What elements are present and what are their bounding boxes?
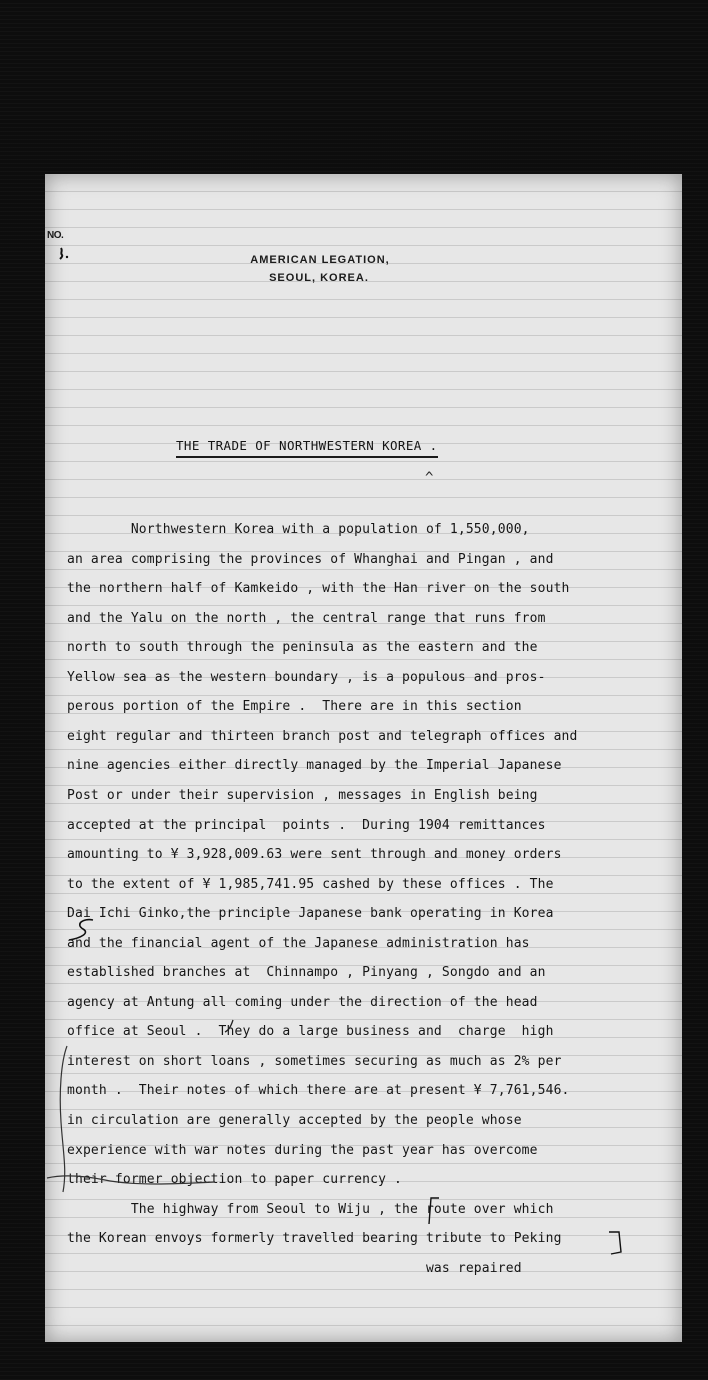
body-line: Post or under their supervision , messages in English being: [67, 787, 538, 803]
letterhead-legation: AMERICAN LEGATION,: [250, 254, 390, 266]
body-line: Dai Ichi Ginko,the principle Japanese bank operating in Korea: [67, 906, 554, 922]
body-line: accepted at the principal points . During 1904 remittances: [67, 817, 546, 833]
body-line: nine agencies either directly managed by the Imperial Japanese: [67, 758, 562, 774]
body-line: north to south through the peninsula as the eastern and the: [67, 640, 538, 656]
body-line: in circulation are generally accepted by the people whose: [67, 1113, 522, 1128]
pen-hook-mark: [63, 916, 111, 944]
number-label: NO.: [47, 230, 64, 241]
body-line: The highway from Seoul to Wiju , the route over which: [67, 1201, 554, 1217]
body-line: perous portion of the Empire . There are in this section: [67, 699, 522, 715]
body-line: established branches at Chinnampo , Pinyang , Songdo and an: [67, 965, 546, 981]
body-line: and the financial agent of the Japanese administration has: [67, 935, 530, 951]
body-line: the northern half of Kamkeido , with the Han river on the south: [67, 581, 570, 597]
body-line: Yellow sea as the western boundary , is a populous and pros-: [67, 669, 546, 685]
pen-close-bracket: [605, 1228, 627, 1258]
body-line: agency at Antung all coming under the direction of the head: [67, 994, 538, 1010]
body-line: Northwestern Korea with a population of 1,550,000,: [67, 522, 530, 537]
body-line: and the Yalu on the north , the central range that runs from: [67, 610, 546, 626]
body-line: office at Seoul . They do a large business and charge high: [67, 1024, 554, 1040]
body-line: month . Their notes of which there are at present ¥ 7,761,546.: [67, 1083, 570, 1099]
pen-underline-mark: [45, 1164, 225, 1194]
document-title: THE TRADE OF NORTHWESTERN KOREA .: [176, 438, 438, 458]
body-line: to the extent of ¥ 1,985,741.95 cashed by these offices . The: [67, 876, 554, 892]
body-line: experience with war notes during the past year has overcome: [67, 1142, 538, 1158]
body-line: an area comprising the provinces of Whanghai and Pingan , and: [67, 551, 554, 567]
body-line: eight regular and thirteen branch post and telegraph offices and: [67, 728, 578, 744]
pen-insert-bracket: [425, 1196, 445, 1226]
body-line: amounting to ¥ 3,928,009.63 were sent through and money orders: [67, 847, 562, 863]
body-line: their former objection to paper currency .: [67, 1172, 403, 1188]
insertion-caret: ^: [425, 470, 434, 486]
body-line: interest on short loans , sometimes securing as much as 2% per: [67, 1053, 562, 1069]
body-line: was repaired: [67, 1260, 522, 1276]
body-line: the Korean envoys formerly travelled bearing tribute to Peking: [67, 1231, 562, 1247]
letterhead-location: SEOUL, KOREA.: [269, 272, 369, 284]
document-page: [45, 174, 682, 1342]
